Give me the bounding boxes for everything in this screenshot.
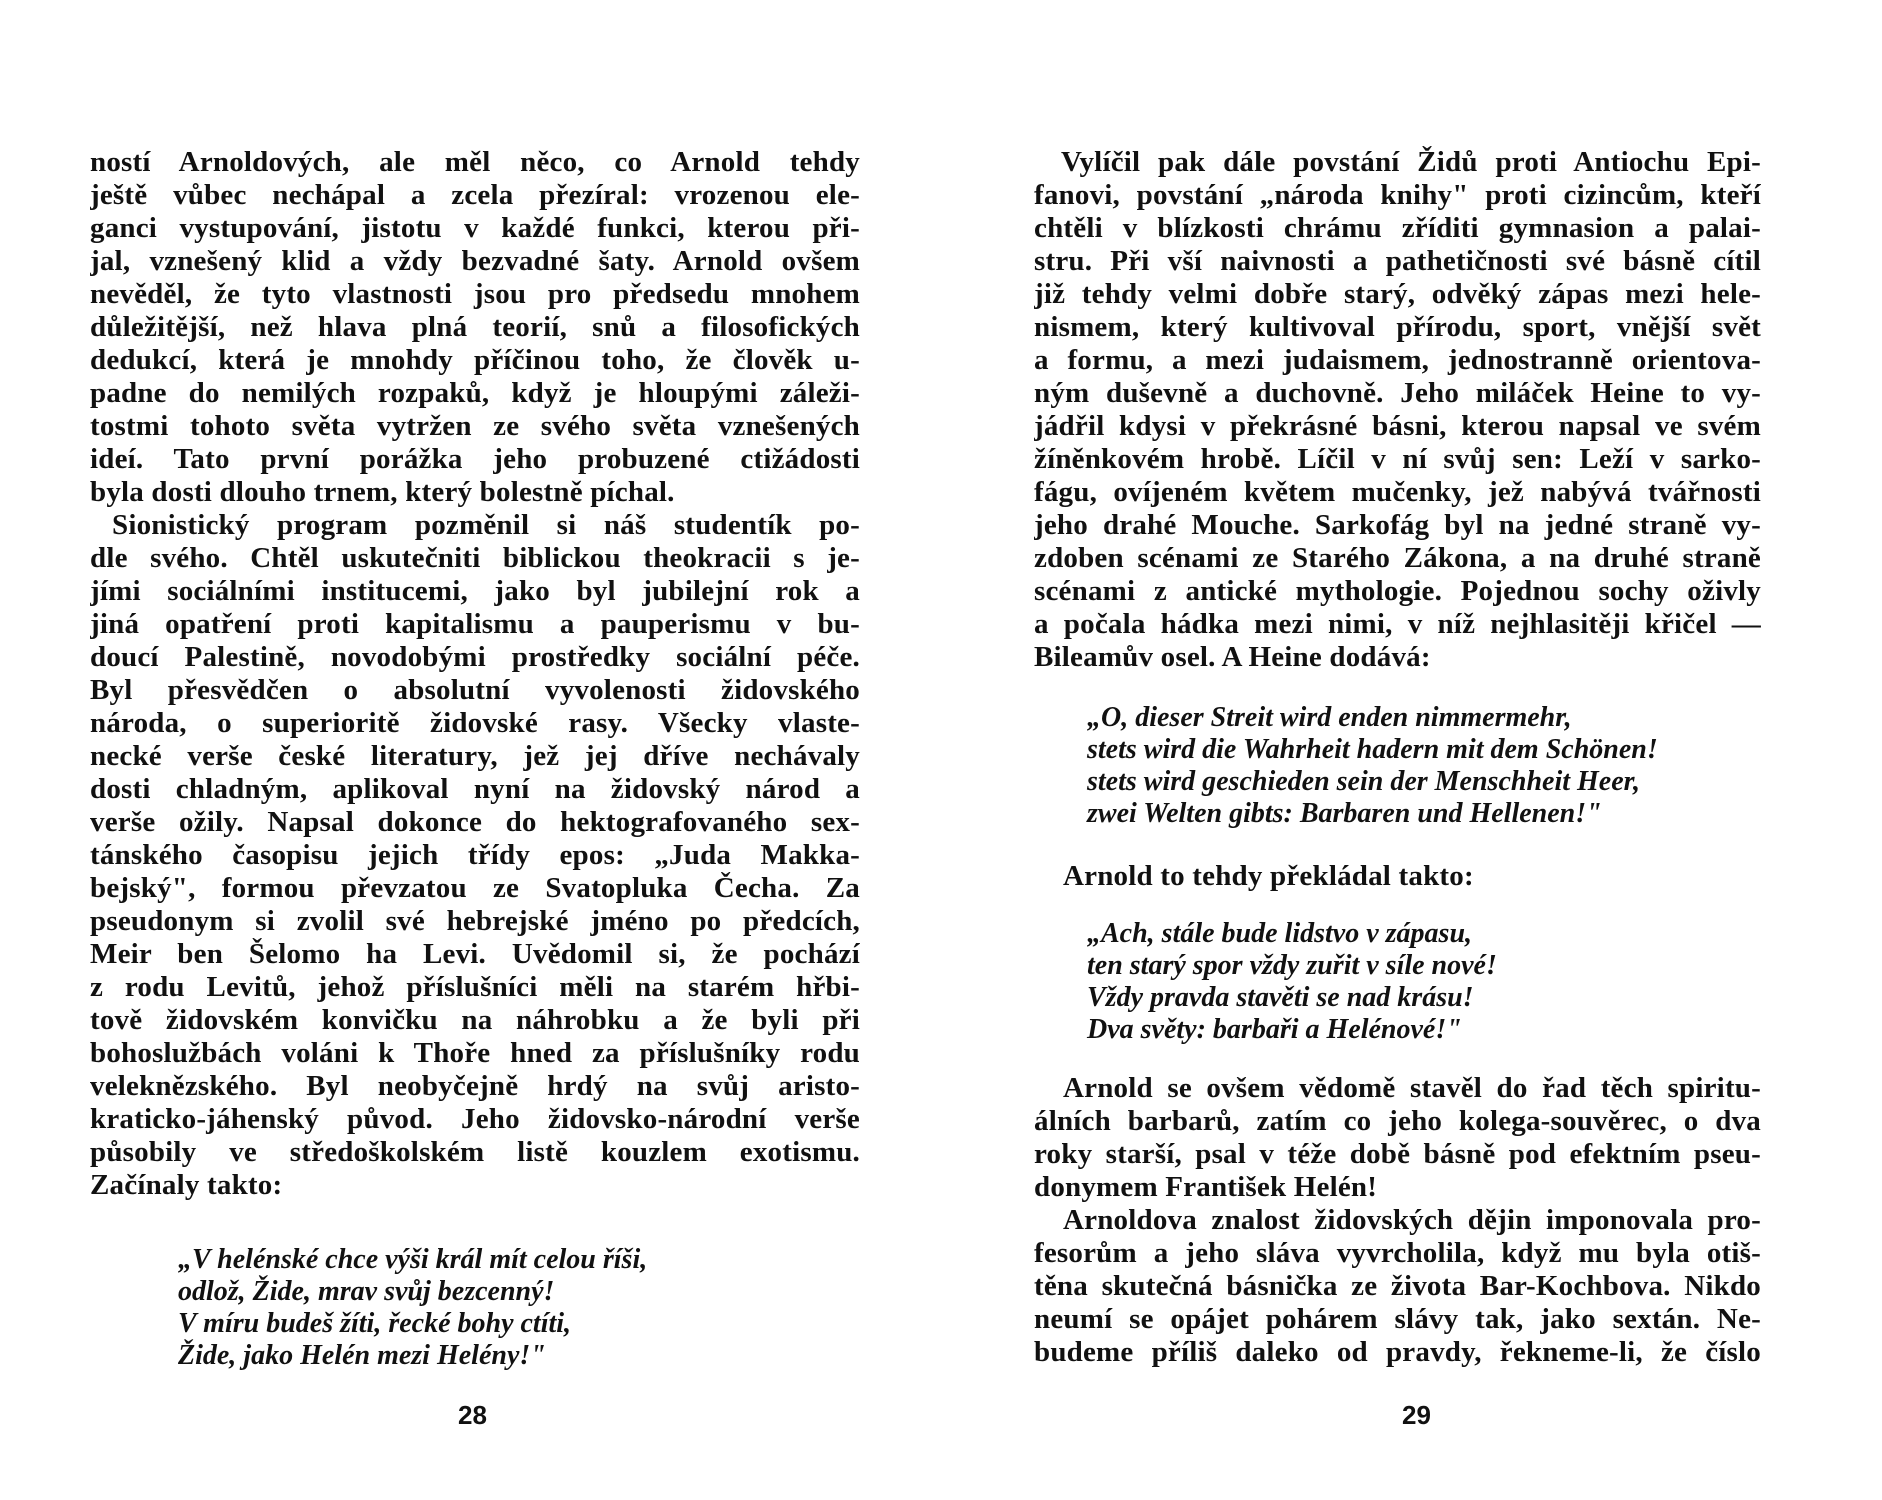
text-line: žíněnkovém hrobě. Líčil v ní svůj sen: Leží v sarko- bbox=[1034, 443, 1761, 475]
text-line: jeho drahé Mouche. Sarkofág byl na jedné straně vy- bbox=[1034, 509, 1761, 541]
text-line: Arnold se ovšem vědomě stavěl do řad těch spiritu- bbox=[1063, 1072, 1761, 1104]
text-line: nismem, který kultivoval přírodu, sport, vnější svět bbox=[1034, 311, 1761, 343]
text-line: dedukcí, která je mnohdy příčinou toho, že člověk u- bbox=[90, 344, 860, 376]
text-line: fágu, ovíjeném květem mučenky, jež nabývá tvářnosti bbox=[1034, 476, 1761, 508]
text-line: Vylíčil pak dále povstání Židů proti Antiochu Epi- bbox=[1061, 146, 1761, 178]
text-line: tostmi tohoto světa vytržen ze svého světa vznešených bbox=[90, 410, 860, 442]
text-line: dle svého. Chtěl uskutečniti biblickou theokracii s je- bbox=[90, 542, 860, 574]
text-line: chtěli v blízkosti chrámu zříditi gymnasion a palai- bbox=[1034, 212, 1761, 244]
verse-line: „O, dieser Streit wird enden nimmermehr, bbox=[1087, 702, 1572, 733]
text-line: scénami z antické mythologie. Pojednou sochy oživly bbox=[1034, 575, 1761, 607]
verse-line: ten starý spor vždy zuřit v síle nové! bbox=[1087, 950, 1497, 981]
verse-line: stets wird geschieden sein der Menschheit Heer, bbox=[1087, 766, 1640, 797]
text-line: budeme příliš daleko od pravdy, řekneme-li, že číslo bbox=[1034, 1336, 1761, 1368]
text-line: ganci vystupování, jistotu v každé funkci, kterou při- bbox=[90, 212, 860, 244]
text-line: a počala hádka mezi nimi, v níž nejhlasitěji křičel — bbox=[1034, 608, 1761, 640]
text-line: tánského časopisu jejich třídy epos: „Juda Makka- bbox=[90, 839, 860, 871]
text-line: Arnold to tehdy překládal takto: bbox=[1063, 860, 1474, 892]
text-line: Bileamův osel. A Heine dodává: bbox=[1034, 641, 1431, 673]
text-line: dosti chladným, aplikoval nyní na židovský národ a bbox=[90, 773, 860, 805]
text-line: Meir ben Šelomo ha Levi. Uvědomil si, že pochází bbox=[90, 938, 860, 970]
verse-line: Žide, jako Helén mezi Helény!" bbox=[178, 1340, 546, 1371]
page-number: 28 bbox=[458, 1400, 487, 1430]
right-page bbox=[941, 0, 1882, 1500]
text-line: byla dosti dlouho trnem, který bolestně píchal. bbox=[90, 476, 675, 508]
text-line: Začínaly takto: bbox=[90, 1169, 283, 1201]
text-line: bejský", formou převzatou ze Svatopluka Čecha. Za bbox=[90, 872, 860, 904]
verse-line: V míru budeš žíti, řecké bohy ctíti, bbox=[178, 1308, 572, 1339]
text-line: nevěděl, že tyto vlastnosti jsou pro předsedu mnohem bbox=[90, 278, 860, 310]
text-line: důležitější, než hlava plná teorií, snů a filosofických bbox=[90, 311, 860, 343]
text-line: álních barbarů, zatím co jeho kolega-souvěrec, o dva bbox=[1034, 1105, 1761, 1137]
text-line: fanovi, povstání „národa knihy" proti cizincům, kteří bbox=[1034, 179, 1761, 211]
text-line: a formu, a mezi judaismem, jednostranně orientova- bbox=[1034, 344, 1761, 376]
verse-line: Vždy pravda stavěti se nad krásu! bbox=[1087, 982, 1474, 1013]
text-line: již tehdy velmi dobře starý, odvěký zápas mezi hele- bbox=[1034, 278, 1761, 310]
text-line: Sionistický program pozměnil si náš studentík po- bbox=[112, 509, 860, 541]
text-line: kraticko-jáhenský původ. Jeho židovsko-národní verše bbox=[90, 1103, 860, 1135]
text-line: tově židovském konvičku na náhrobku a že byli při bbox=[90, 1004, 860, 1036]
text-line: zdoben scénami ze Starého Zákona, a na druhé straně bbox=[1034, 542, 1761, 574]
text-line: Arnoldova znalost židovských dějin imponovala pro- bbox=[1063, 1204, 1761, 1236]
text-line: těna skutečná básnička ze života Bar-Kochbova. Nikdo bbox=[1034, 1270, 1761, 1302]
text-line: bohoslužbách voláni k Thoře hned za příslušníky rodu bbox=[90, 1037, 860, 1069]
text-line: ideí. Tato první porážka jeho probuzené ctižádosti bbox=[90, 443, 860, 475]
verse-line: odlož, Žide, mrav svůj bezcenný! bbox=[178, 1276, 555, 1307]
text-line: veleknězského. Byl neobyčejně hrdý na svůj aristo- bbox=[90, 1070, 860, 1102]
text-line: z rodu Levitů, jehož příslušníci měli na starém hřbi- bbox=[90, 971, 860, 1003]
text-line: jími sociálními institucemi, jako byl jubilejní rok a bbox=[90, 575, 860, 607]
page-number: 29 bbox=[1402, 1400, 1431, 1430]
verse-line: zwei Welten gibts: Barbaren und Hellenen!" bbox=[1087, 798, 1602, 829]
text-line: padne do nemilých rozpaků, když je hloupými záleži- bbox=[90, 377, 860, 409]
text-line: donymem František Helén! bbox=[1034, 1171, 1378, 1203]
text-line: verše ožily. Napsal dokonce do hektografovaného sex- bbox=[90, 806, 860, 838]
verse-line: Dva světy: barbaři a Helénové!" bbox=[1087, 1014, 1462, 1045]
text-line: roky starší, psal v téže době básně pod efektním pseu- bbox=[1034, 1138, 1761, 1170]
text-line: jal, vznešený klid a vždy bezvadné šaty. Arnold ovšem bbox=[90, 245, 860, 277]
text-line: národa, o superioritě židovské rasy. Všecky vlaste- bbox=[90, 707, 860, 739]
verse-line: „Ach, stále bude lidstvo v zápasu, bbox=[1087, 918, 1473, 949]
text-line: neumí se opájet pohárem slávy tak, jako sextán. Ne- bbox=[1034, 1303, 1761, 1335]
text-line: jádřil kdysi v překrásné básni, kterou napsal ve svém bbox=[1034, 410, 1761, 442]
verse-line: stets wird die Wahrheit hadern mit dem Schönen! bbox=[1087, 734, 1658, 765]
text-line: ným duševně a duchovně. Jeho miláček Heine to vy- bbox=[1034, 377, 1761, 409]
text-line: doucí Palestině, novodobými prostředky sociální péče. bbox=[90, 641, 860, 673]
text-line: fesorům a jeho sláva vyvrcholila, když mu byla otiš- bbox=[1034, 1237, 1761, 1269]
text-line: ještě vůbec nechápal a zcela přezíral: vrozenou ele- bbox=[90, 179, 860, 211]
text-line: pseudonym si zvolil své hebrejské jméno po předcích, bbox=[90, 905, 860, 937]
verse-line: „V helénské chce výši král mít celou říši, bbox=[178, 1244, 648, 1275]
text-line: Byl přesvědčen o absolutní vyvolenosti židovského bbox=[90, 674, 860, 706]
text-line: necké verše české literatury, jež jej dříve nechávaly bbox=[90, 740, 860, 772]
text-line: působily ve středoškolském listě kouzlem exotismu. bbox=[90, 1136, 860, 1168]
text-line: stru. Při vší naivnosti a pathetičnosti své básně cítil bbox=[1034, 245, 1761, 277]
text-line: jiná opatření proti kapitalismu a pauperismu v bu- bbox=[90, 608, 860, 640]
text-line: ností Arnoldových, ale měl něco, co Arnold tehdy bbox=[90, 146, 860, 178]
